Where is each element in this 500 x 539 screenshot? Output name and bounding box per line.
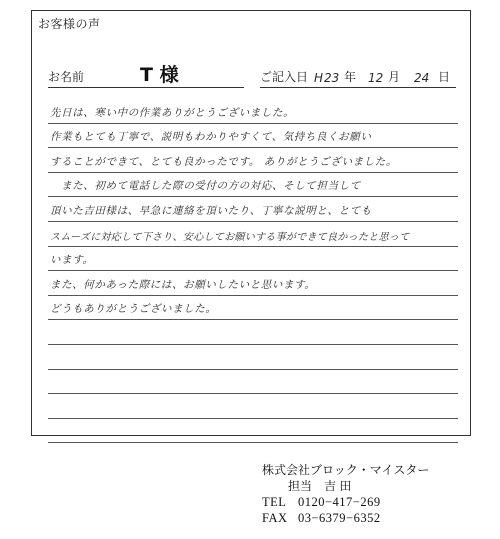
name-value: T 様: [140, 64, 179, 86]
date-era: H: [314, 71, 324, 85]
comment-text: することができて、とても良かったです。 ありがとうございました。: [50, 155, 397, 168]
comment-text: います。: [50, 254, 94, 267]
tel-row: [262, 494, 429, 510]
comment-line: [48, 247, 458, 272]
date-year-label: 年: [344, 70, 357, 84]
representative: 担当 吉 田: [288, 479, 352, 493]
tel-label: TEL: [262, 495, 287, 509]
comment-text: また、何かあった際には、お願いしたいと思います。: [50, 278, 316, 291]
comment-line: [48, 345, 458, 370]
form-title: お客様の声: [38, 17, 101, 31]
comment-text: また、初めて電話した際の受付の方の対応、そして担当して: [50, 180, 361, 193]
comment-text: 頂いた吉田様は、早急に連絡を頂いたり、丁寧な説明と、とても: [50, 204, 372, 217]
customer-voice-form: [31, 10, 471, 436]
date-day-label: 日: [438, 70, 451, 84]
date-month-label: 月: [388, 70, 401, 84]
comment-text: 作業もとても丁寧で、説明もわかりやすくて、気持ち良くお願い: [50, 131, 372, 144]
date-day-value: 24: [414, 71, 430, 85]
comment-line: [48, 394, 458, 419]
date-month-value: 12: [368, 71, 384, 85]
comment-line: [48, 320, 458, 345]
comment-line: [48, 148, 458, 173]
comment-lines: [48, 99, 458, 443]
fax-row: [262, 510, 429, 526]
comment-line: [48, 173, 458, 198]
comment-text: どうもありがとうございました。: [50, 303, 217, 316]
comment-line: [48, 124, 458, 149]
name-label: お名前: [48, 70, 85, 84]
company-footer: [262, 462, 429, 526]
comment-text: スムーズに対応して下さり、安心してお願いする事ができて良かったと思って: [50, 231, 410, 243]
comment-line: [48, 296, 458, 321]
fax-label: FAX: [262, 511, 288, 525]
name-field: [48, 64, 244, 88]
comment-line: [48, 99, 458, 124]
comment-line: [48, 197, 458, 222]
comment-line: [48, 370, 458, 395]
date-field: [260, 67, 456, 88]
fax-number: 03−6379−6352: [298, 511, 381, 525]
date-label: ご記入日: [260, 70, 309, 84]
comment-line: [48, 419, 458, 444]
comment-line: [48, 222, 458, 247]
date-year-value: 23: [324, 71, 340, 85]
comment-line: [48, 271, 458, 296]
comment-text: 先日は、寒い中の作業ありがとうございました。: [50, 106, 295, 119]
tel-number: 0120−417−269: [298, 495, 381, 509]
company-name: 株式会社ブロック・マイスター: [262, 463, 430, 477]
